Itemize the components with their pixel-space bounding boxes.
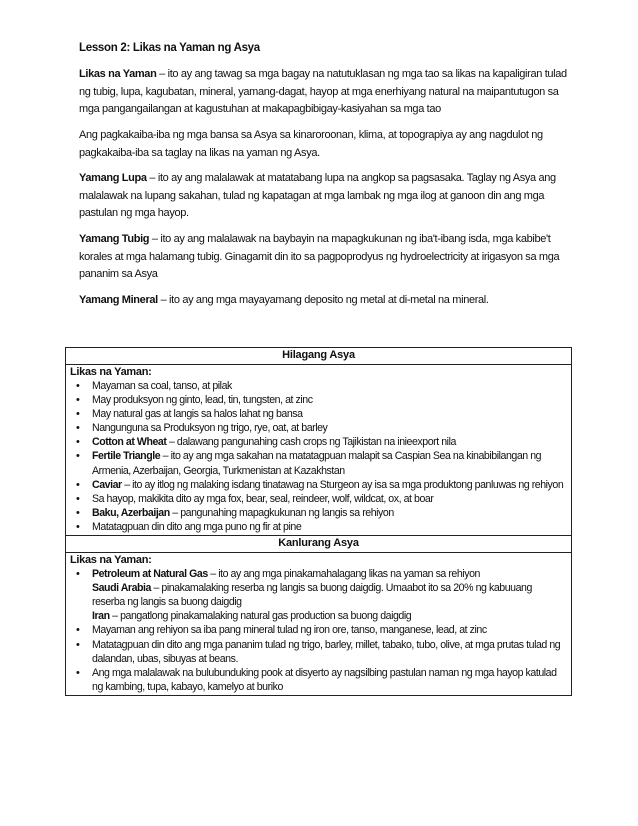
- term-label: Yamang Mineral: [79, 294, 158, 306]
- section-label: Likas na Yaman:: [70, 554, 152, 567]
- term-label: Likas na Yaman: [79, 68, 157, 80]
- paragraph-text: – ito ay ang malalawak na baybayin na mapagkukunan ng iba't-ibang isda, mga kabibe't korales at mga halamang tubig. Ginagamit din ito sa pagpoprodyus ng hydroelectricity at irigasyon sa mga pananim sa Asya: [79, 233, 560, 280]
- list-item: • Mayaman sa coal, tanso, at pilak: [70, 379, 567, 393]
- lesson-title: Lesson 2: Likas na Yaman ng Asya: [79, 42, 260, 54]
- paragraph-pagkakaiba: [79, 127, 569, 162]
- paragraph-text: – ito ay ang malalawak at matatabang lupa na angkop sa pagsasaka. Taglay ng Asya ang malalawak na lupang sakahan, tulad ng kapatagan at mga lambak ng mga ilog at ganoon din ang mga pastulan ng mga hayop.: [79, 172, 556, 219]
- paragraph-yamang-mineral: [79, 292, 569, 310]
- list-item: • Baku, Azerbaijan – pangunahing mapagkukunan ng langis sa rehiyon: [70, 506, 567, 520]
- paragraph-likas-na-yaman: [79, 66, 569, 119]
- header-kanlurang-asya: Kanlurang Asya: [66, 536, 572, 553]
- paragraph-text: – ito ay ang tawag sa mga bagay na natutuklasan ng mga tao sa likas na kapaligiran tulad ng tubig, lupa, kagubatan, mineral, yamang-dagat, hayop at mga enerhiyang natural na maipantutugon sa mga pangangailangan at kagustuhan at makapagbibigay-kasiyahan sa mga tao: [79, 68, 567, 115]
- list-item: • Sa hayop, makikita dito ay mga fox, bear, seal, reindeer, wolf, wildcat, ox, at boar: [70, 492, 567, 506]
- paragraph-yamang-lupa: [79, 170, 569, 223]
- section-label: Likas na Yaman:: [70, 366, 152, 378]
- cell-kanlurang-asya: [66, 553, 572, 696]
- list-item: • Matatagpuan din dito ang mga puno ng fir at pine: [70, 520, 567, 534]
- list-item: • Mayaman ang rehiyon sa iba pang mineral tulad ng iron ore, tanso, manganese, lead, at zinc: [70, 623, 567, 637]
- list-subitem: Iran – pangatlong pinakamalaking natural gas production sa buong daigdig: [92, 610, 412, 623]
- list-item: • Ang mga malalawak na bulubunduking pook at disyerto ay nagsilbing pastulan naman ng mga hayop katulad ng kambing, tupa, kabayo, kamelyo at buriko: [70, 666, 567, 694]
- list-item: • Nangunguna sa Produksyon ng trigo, rye, oat, at barley: [70, 421, 567, 435]
- list-item: • Matatagpuan din dito ang mga pananim tulad ng trigo, barley, millet, tabako, tubo, olive, at mga prutas tulad ng dalandan, ubas, sibuyas at beans.: [70, 638, 567, 666]
- list-item: • May produksyon ng ginto, lead, tin, tungsten, at zinc: [70, 393, 567, 407]
- list-item: • Caviar – ito ay itlog ng malaking isdang tinatawag na Sturgeon ay isa sa mga produktong panluwas ng rehiyon: [70, 478, 567, 492]
- paragraph-text: – ito ay ang mga mayayamang deposito ng metal at di-metal na mineral.: [157, 294, 489, 306]
- header-hilagang-asya: Hilagang Asya: [66, 348, 572, 365]
- list-item: • Cotton at Wheat – dalawang pangunahing cash crops ng Tajikistan na inieexport nila: [70, 435, 567, 449]
- list-item: • May natural gas at langis sa halos lahat ng bansa: [70, 407, 567, 421]
- regions-table: [65, 347, 572, 696]
- paragraph-text: Ang pagkakaiba-iba ng mga bansa sa Asya sa kinaroroonan, klima, at topograpiya ay ang nagdulot ng pagkakaiba-iba sa taglay na likas na yaman ng Asya.: [79, 129, 543, 159]
- list-item: • Petroleum at Natural Gas – ito ay ang mga pinakamahalagang likas na yaman sa rehiyon: [70, 567, 567, 581]
- term-label: Yamang Tubig: [79, 233, 150, 245]
- north-list: [70, 379, 567, 534]
- term-label: Yamang Lupa: [79, 172, 147, 184]
- list-item: • Fertile Triangle – ito ay ang mga sakahan na matatagpuan malapit sa Caspian Sea na kinabibilangan ng Armenia, Azerbaijan, Georgia, Turkmenistan at Kazakhstan: [70, 449, 567, 477]
- paragraph-yamang-tubig: [79, 231, 569, 284]
- west-list: [70, 567, 567, 694]
- list-subitem: Saudi Arabia – pinakamalaking reserba ng langis sa buong daigdig. Umaabot ito sa 20% ng kabuuang reserba ng langis sa buong daigdig: [92, 582, 532, 609]
- cell-hilagang-asya: [66, 365, 572, 536]
